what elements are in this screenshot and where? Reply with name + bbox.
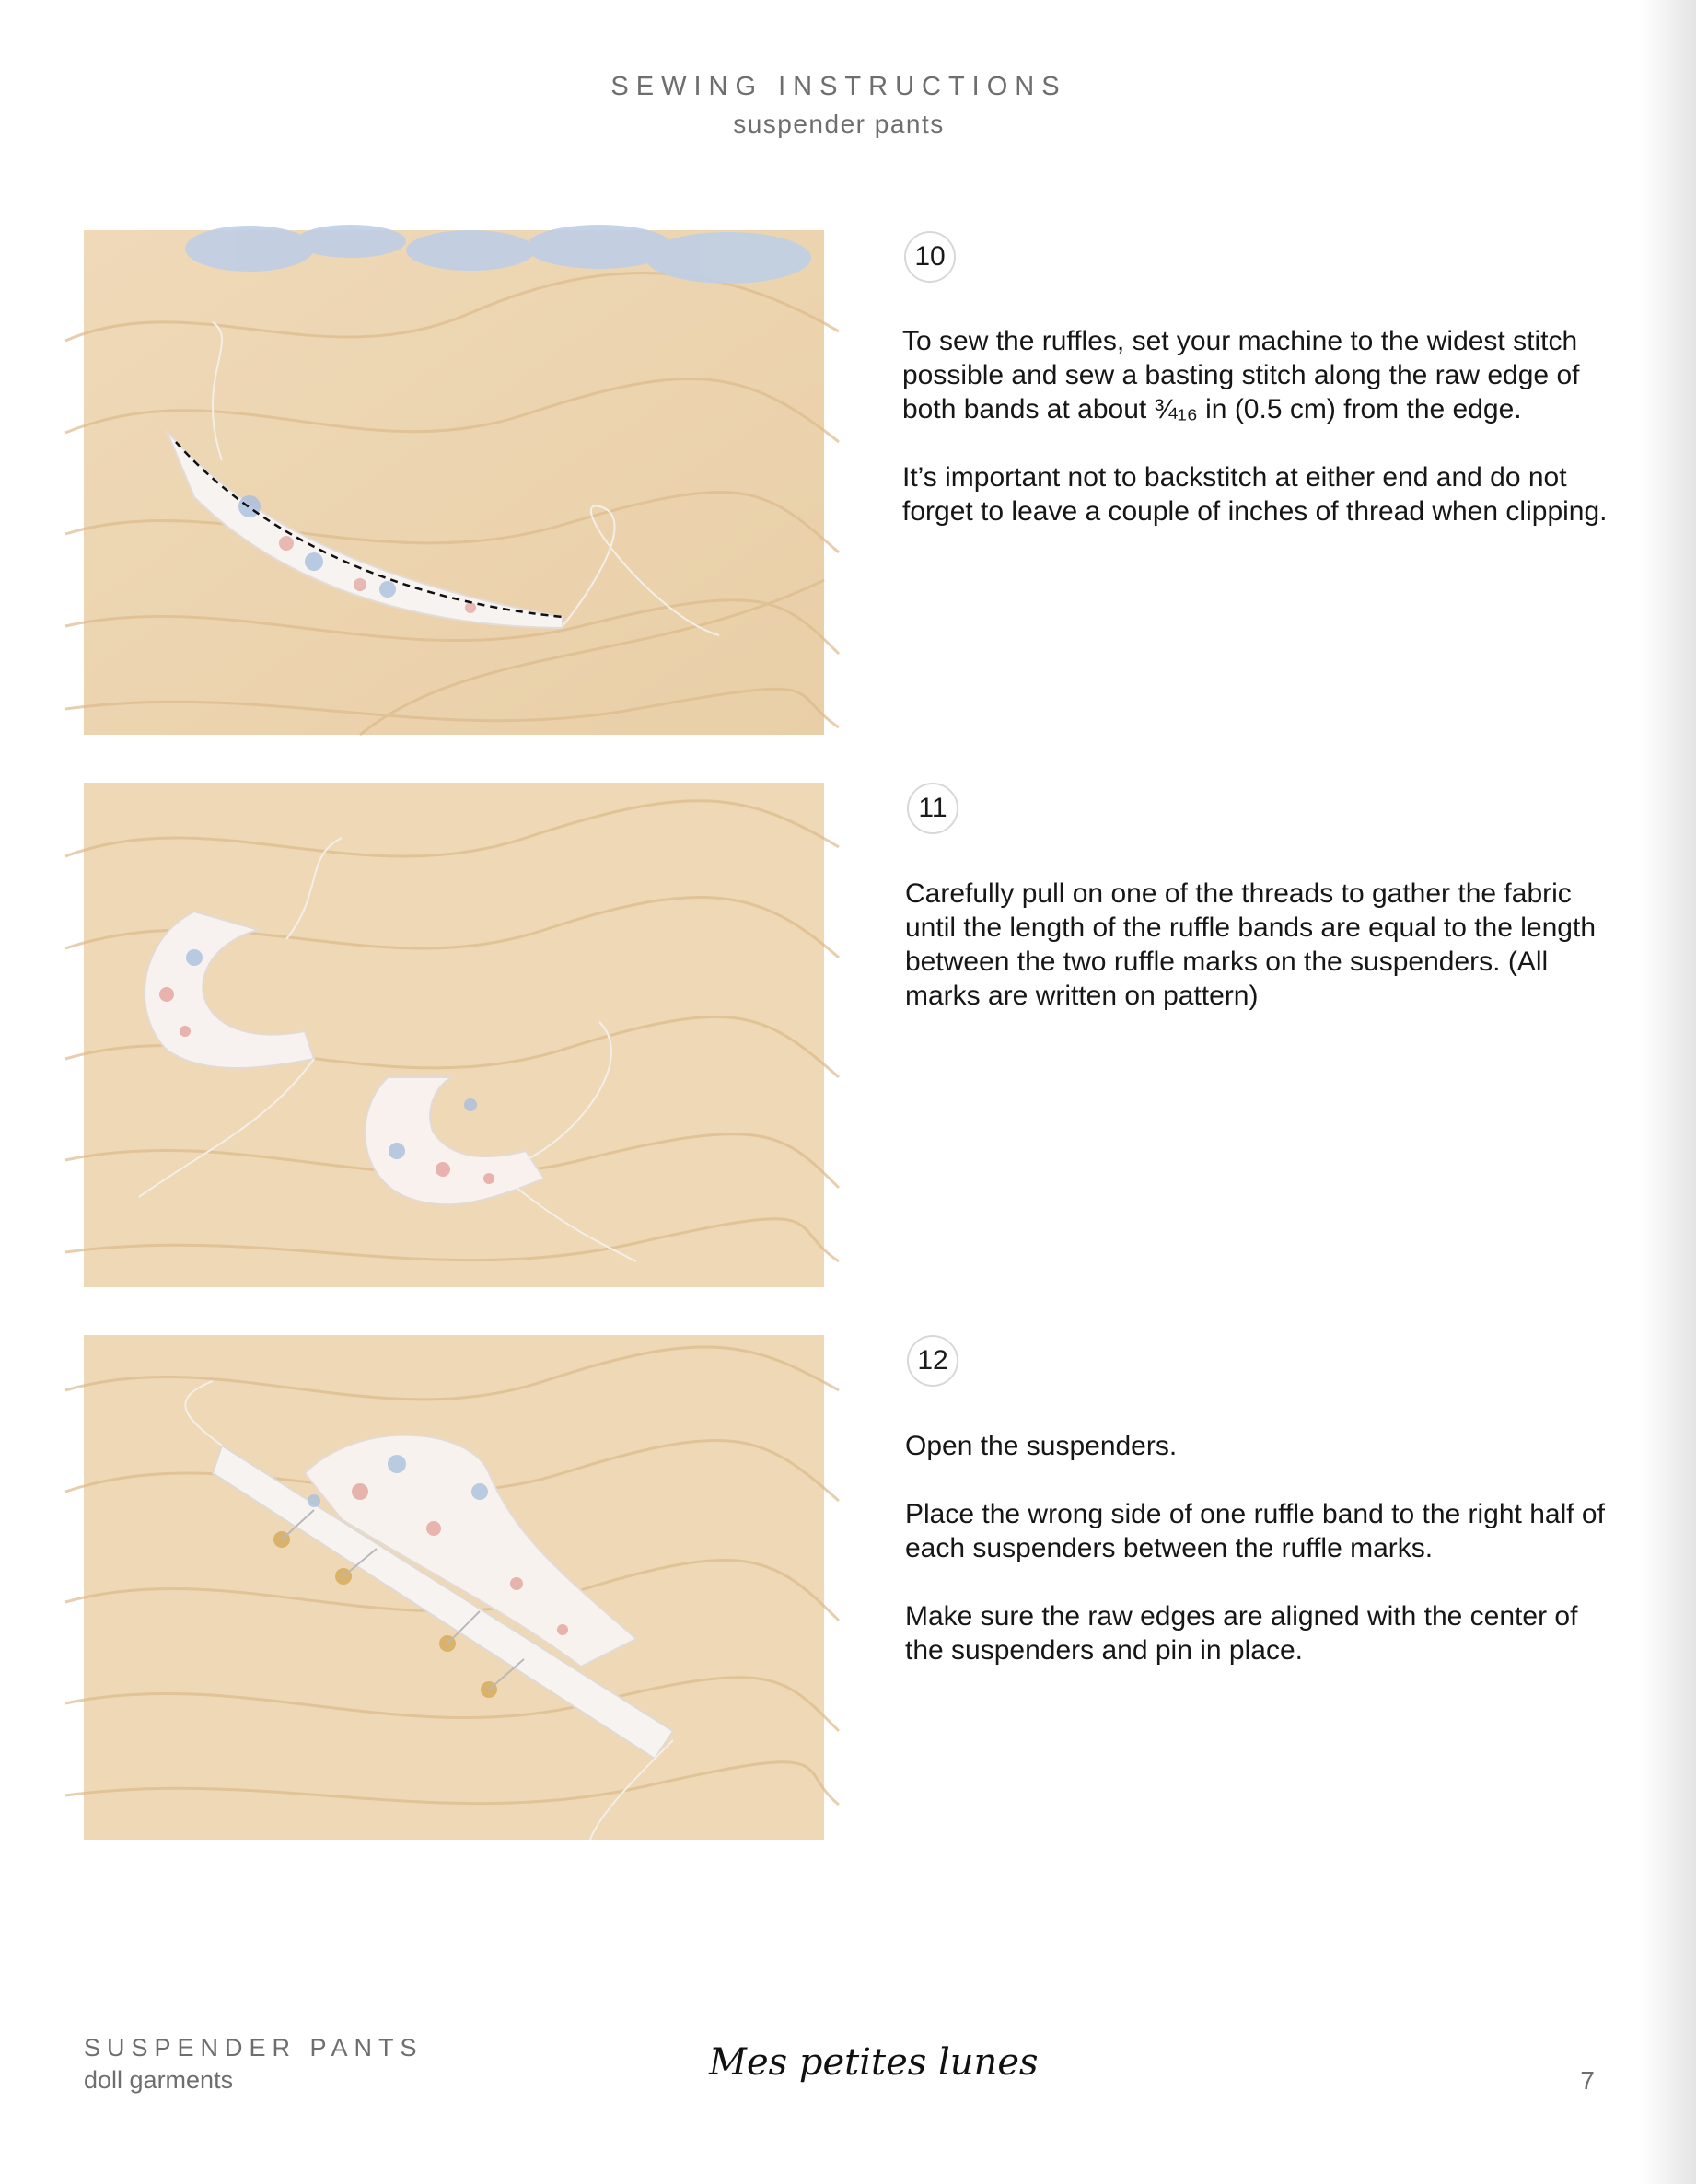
footer-subtitle: doll garments bbox=[84, 2066, 234, 2094]
page-number: 7 bbox=[1580, 2066, 1595, 2095]
step-10-text bbox=[902, 324, 1611, 529]
step-11-photo bbox=[84, 783, 824, 1287]
step-10-photo bbox=[84, 230, 824, 735]
page-header bbox=[0, 72, 1678, 139]
step-11-number: 11 bbox=[907, 783, 958, 834]
step-10-paragraph: To sew the ruffles, set your machine to the widest stitch possible and sew a basting stitch along the raw edge of both bands at about ¾₁₆ in (0.5 cm) from the edge. bbox=[902, 326, 1580, 424]
step-12-paragraph: Open the suspenders. bbox=[905, 1431, 1178, 1461]
step-11-text bbox=[905, 877, 1614, 1013]
step-11-paragraph: Carefully pull on one of the threads to gather the fabric until the length of the ruffle bands are equal to the length between the two ruffle marks on the suspenders. (All marks are written on pattern) bbox=[905, 878, 1596, 1011]
step-10-paragraph: It’s important not to backstitch at either end and do not forget to leave a couple of inches of thread when clipping. bbox=[902, 462, 1608, 527]
page-edge-shadow bbox=[1641, 0, 1696, 2184]
brand-logo bbox=[700, 2030, 1039, 2095]
footer-title: SUSPENDER PANTS bbox=[84, 2034, 424, 2062]
footer-left bbox=[84, 2034, 424, 2095]
step-12-paragraph: Make sure the raw edges are aligned with the center of the suspenders and pin in place. bbox=[905, 1601, 1578, 1666]
step-12-number: 12 bbox=[907, 1335, 958, 1387]
step-12-photo bbox=[84, 1335, 824, 1840]
header-subtitle: suspender pants bbox=[733, 110, 945, 138]
step-12-paragraph: Place the wrong side of one ruffle band to the right half of each suspenders between the ruffle marks. bbox=[905, 1499, 1605, 1563]
header-title: SEWING INSTRUCTIONS bbox=[610, 72, 1067, 101]
step-12-text bbox=[905, 1429, 1623, 1667]
step-10-number: 10 bbox=[904, 231, 956, 283]
brand-logo-text: Mes petites lunes bbox=[709, 2041, 1039, 2084]
